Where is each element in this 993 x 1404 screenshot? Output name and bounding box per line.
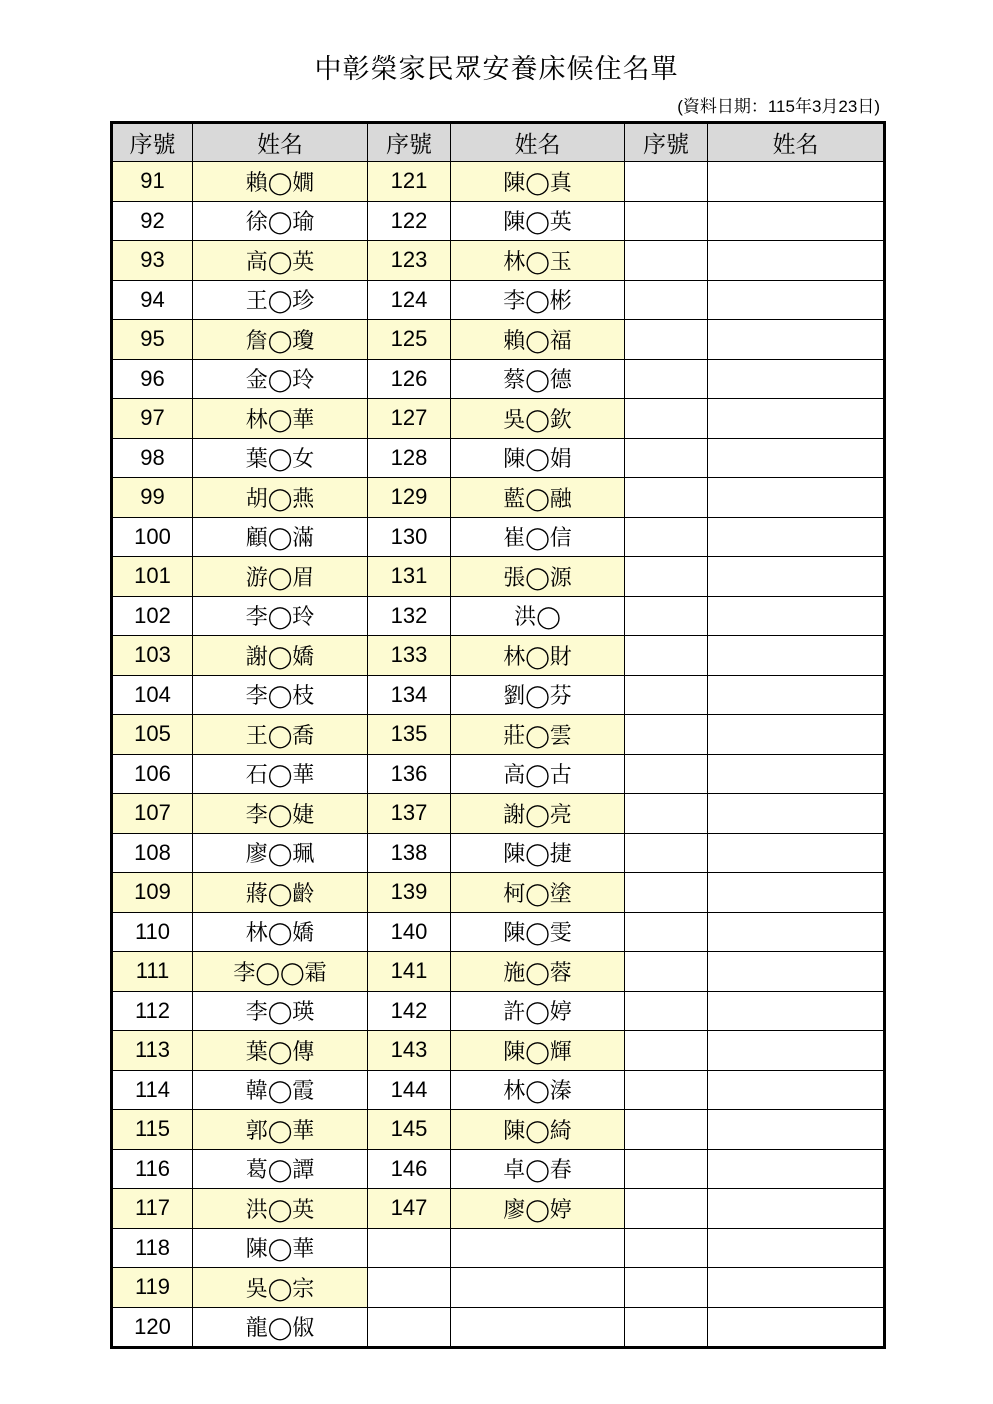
table-row — [112, 952, 885, 992]
row-name-col2: 柯◯塗 — [451, 873, 625, 913]
table-row — [112, 280, 885, 320]
row-number-col2: 146 — [368, 1149, 451, 1189]
row-number-col2: 136 — [368, 754, 451, 794]
row-number-col1: 116 — [112, 1149, 193, 1189]
table-row — [112, 1110, 885, 1150]
row-number-col3 — [625, 1268, 708, 1308]
row-number-col3 — [625, 1307, 708, 1348]
header-no-2: 序號 — [368, 123, 451, 162]
row-name-col3 — [708, 1070, 885, 1110]
row-number-col2: 125 — [368, 320, 451, 360]
row-number-col3 — [625, 833, 708, 873]
waitlist-table — [110, 121, 886, 1349]
row-name-col2: 林◯玉 — [451, 241, 625, 281]
row-name-col3 — [708, 1110, 885, 1150]
row-number-col2: 133 — [368, 636, 451, 676]
table-row — [112, 912, 885, 952]
row-number-col3 — [625, 794, 708, 834]
row-number-col1: 118 — [112, 1228, 193, 1268]
row-name-col1: 龍◯俶 — [193, 1307, 368, 1348]
row-number-col2: 141 — [368, 952, 451, 992]
row-number-col3 — [625, 478, 708, 518]
row-name-col1: 顧◯滿 — [193, 517, 368, 557]
row-name-col3 — [708, 517, 885, 557]
row-name-col2: 賴◯福 — [451, 320, 625, 360]
row-number-col1: 110 — [112, 912, 193, 952]
row-name-col3 — [708, 241, 885, 281]
row-number-col3 — [625, 320, 708, 360]
row-name-col2: 洪◯ — [451, 596, 625, 636]
row-name-col1: 李◯婕 — [193, 794, 368, 834]
row-number-col2: 131 — [368, 557, 451, 597]
row-name-col3 — [708, 557, 885, 597]
row-name-col1: 賴◯嫺 — [193, 162, 368, 202]
row-name-col1: 高◯英 — [193, 241, 368, 281]
row-number-col3 — [625, 1228, 708, 1268]
row-name-col1: 廖◯珮 — [193, 833, 368, 873]
document-title: 中彰榮家民眾安養床候住名單 — [314, 54, 679, 85]
table-row — [112, 1149, 885, 1189]
row-number-col1: 111 — [112, 952, 193, 992]
table-row — [112, 991, 885, 1031]
row-name-col1: 林◯嬌 — [193, 912, 368, 952]
row-number-col3 — [625, 1149, 708, 1189]
row-name-col3 — [708, 162, 885, 202]
row-name-col3 — [708, 478, 885, 518]
row-name-col3 — [708, 715, 885, 755]
row-name-col1: 葉◯傳 — [193, 1031, 368, 1071]
row-name-col3 — [708, 1307, 885, 1348]
row-number-col2: 129 — [368, 478, 451, 518]
row-name-col2 — [451, 1228, 625, 1268]
row-name-col3 — [708, 1268, 885, 1308]
row-name-col1: 胡◯燕 — [193, 478, 368, 518]
row-number-col1: 106 — [112, 754, 193, 794]
table-row — [112, 1307, 885, 1348]
row-name-col3 — [708, 833, 885, 873]
row-number-col2 — [368, 1268, 451, 1308]
row-name-col3 — [708, 794, 885, 834]
row-number-col1: 97 — [112, 399, 193, 439]
row-name-col2: 崔◯信 — [451, 517, 625, 557]
row-number-col2: 144 — [368, 1070, 451, 1110]
row-number-col3 — [625, 675, 708, 715]
row-number-col2: 124 — [368, 280, 451, 320]
row-name-col2: 許◯婷 — [451, 991, 625, 1031]
row-number-col3 — [625, 201, 708, 241]
row-number-col1: 108 — [112, 833, 193, 873]
row-number-col2 — [368, 1307, 451, 1348]
row-name-col3 — [708, 912, 885, 952]
row-number-col1: 120 — [112, 1307, 193, 1348]
row-name-col1: 李◯枝 — [193, 675, 368, 715]
table-row — [112, 399, 885, 439]
row-number-col1: 99 — [112, 478, 193, 518]
row-number-col3 — [625, 162, 708, 202]
row-name-col1: 郭◯華 — [193, 1110, 368, 1150]
row-name-col2: 陳◯綺 — [451, 1110, 625, 1150]
table-row — [112, 557, 885, 597]
header-name-1: 姓名 — [193, 123, 368, 162]
row-name-col2: 藍◯融 — [451, 478, 625, 518]
row-number-col3 — [625, 1189, 708, 1229]
row-number-col3 — [625, 596, 708, 636]
row-name-col1: 韓◯霞 — [193, 1070, 368, 1110]
row-number-col3 — [625, 241, 708, 281]
row-name-col1: 李◯瑛 — [193, 991, 368, 1031]
row-name-col2: 莊◯雲 — [451, 715, 625, 755]
table-row — [112, 201, 885, 241]
row-number-col2: 122 — [368, 201, 451, 241]
row-name-col2: 李◯彬 — [451, 280, 625, 320]
row-name-col3 — [708, 991, 885, 1031]
header-no-3: 序號 — [625, 123, 708, 162]
table-row — [112, 1268, 885, 1308]
row-name-col2: 卓◯春 — [451, 1149, 625, 1189]
row-number-col1: 119 — [112, 1268, 193, 1308]
row-number-col2: 134 — [368, 675, 451, 715]
row-name-col2 — [451, 1268, 625, 1308]
row-name-col2: 廖◯婷 — [451, 1189, 625, 1229]
table-row — [112, 833, 885, 873]
row-name-col3 — [708, 399, 885, 439]
row-number-col2: 138 — [368, 833, 451, 873]
row-number-col1: 93 — [112, 241, 193, 281]
row-number-col1: 94 — [112, 280, 193, 320]
row-number-col1: 98 — [112, 438, 193, 478]
table-row — [112, 596, 885, 636]
table-row — [112, 359, 885, 399]
table-row — [112, 1031, 885, 1071]
row-name-col2: 劉◯芬 — [451, 675, 625, 715]
row-name-col1: 陳◯華 — [193, 1228, 368, 1268]
row-number-col3 — [625, 1070, 708, 1110]
row-name-col2: 陳◯真 — [451, 162, 625, 202]
row-name-col1: 洪◯英 — [193, 1189, 368, 1229]
table-row — [112, 794, 885, 834]
row-name-col3 — [708, 280, 885, 320]
row-number-col2 — [368, 1228, 451, 1268]
row-name-col2: 蔡◯德 — [451, 359, 625, 399]
row-name-col1: 謝◯嬌 — [193, 636, 368, 676]
row-number-col1: 104 — [112, 675, 193, 715]
row-name-col3 — [708, 359, 885, 399]
table-row — [112, 162, 885, 202]
table-header-row — [112, 123, 885, 162]
row-name-col2: 陳◯輝 — [451, 1031, 625, 1071]
row-number-col2: 135 — [368, 715, 451, 755]
row-name-col3 — [708, 596, 885, 636]
row-name-col3 — [708, 1228, 885, 1268]
row-number-col2: 127 — [368, 399, 451, 439]
table-row — [112, 1189, 885, 1229]
row-number-col2: 140 — [368, 912, 451, 952]
row-number-col1: 109 — [112, 873, 193, 913]
table-row — [112, 1070, 885, 1110]
row-number-col2: 126 — [368, 359, 451, 399]
row-name-col2: 高◯古 — [451, 754, 625, 794]
header-name-3: 姓名 — [708, 123, 885, 162]
row-name-col3 — [708, 1149, 885, 1189]
row-name-col1: 葉◯女 — [193, 438, 368, 478]
row-name-col1: 金◯玲 — [193, 359, 368, 399]
row-name-col3 — [708, 873, 885, 913]
table-row — [112, 478, 885, 518]
table-body — [112, 162, 885, 1348]
row-name-col1: 王◯珍 — [193, 280, 368, 320]
row-number-col1: 105 — [112, 715, 193, 755]
row-number-col2: 137 — [368, 794, 451, 834]
row-number-col1: 114 — [112, 1070, 193, 1110]
table-row — [112, 675, 885, 715]
row-name-col1: 蔣◯齡 — [193, 873, 368, 913]
header-no-1: 序號 — [112, 123, 193, 162]
table-row — [112, 754, 885, 794]
row-name-col1: 李◯◯霜 — [193, 952, 368, 992]
row-name-col1: 游◯眉 — [193, 557, 368, 597]
row-number-col2: 132 — [368, 596, 451, 636]
row-number-col2: 130 — [368, 517, 451, 557]
row-number-col1: 103 — [112, 636, 193, 676]
row-name-col2: 陳◯娟 — [451, 438, 625, 478]
row-number-col3 — [625, 557, 708, 597]
row-number-col2: 145 — [368, 1110, 451, 1150]
row-number-col1: 96 — [112, 359, 193, 399]
row-number-col1: 95 — [112, 320, 193, 360]
row-name-col1: 葛◯譚 — [193, 1149, 368, 1189]
table-row — [112, 241, 885, 281]
row-number-col2: 128 — [368, 438, 451, 478]
row-number-col3 — [625, 754, 708, 794]
row-name-col3 — [708, 320, 885, 360]
row-name-col1: 詹◯瓊 — [193, 320, 368, 360]
row-name-col2: 施◯蓉 — [451, 952, 625, 992]
table-row — [112, 1228, 885, 1268]
row-number-col3 — [625, 280, 708, 320]
row-number-col1: 92 — [112, 201, 193, 241]
row-number-col2: 123 — [368, 241, 451, 281]
row-name-col3 — [708, 754, 885, 794]
row-number-col2: 121 — [368, 162, 451, 202]
row-number-col3 — [625, 952, 708, 992]
row-name-col1: 吳◯宗 — [193, 1268, 368, 1308]
row-name-col1: 徐◯瑜 — [193, 201, 368, 241]
row-number-col1: 112 — [112, 991, 193, 1031]
row-name-col3 — [708, 1031, 885, 1071]
row-name-col2: 林◯溱 — [451, 1070, 625, 1110]
row-name-col2 — [451, 1307, 625, 1348]
row-number-col3 — [625, 873, 708, 913]
row-number-col3 — [625, 399, 708, 439]
row-name-col2: 陳◯雯 — [451, 912, 625, 952]
table-row — [112, 715, 885, 755]
row-name-col2: 陳◯捷 — [451, 833, 625, 873]
row-number-col1: 115 — [112, 1110, 193, 1150]
row-number-col2: 139 — [368, 873, 451, 913]
row-name-col2: 吳◯欽 — [451, 399, 625, 439]
row-name-col3 — [708, 438, 885, 478]
row-number-col1: 91 — [112, 162, 193, 202]
row-number-col1: 117 — [112, 1189, 193, 1229]
row-name-col2: 林◯財 — [451, 636, 625, 676]
row-name-col3 — [708, 675, 885, 715]
row-number-col1: 101 — [112, 557, 193, 597]
row-number-col1: 100 — [112, 517, 193, 557]
row-name-col1: 王◯喬 — [193, 715, 368, 755]
row-name-col1: 李◯玲 — [193, 596, 368, 636]
row-name-col2: 陳◯英 — [451, 201, 625, 241]
row-number-col3 — [625, 1110, 708, 1150]
row-number-col3 — [625, 636, 708, 676]
row-name-col3 — [708, 636, 885, 676]
row-number-col3 — [625, 715, 708, 755]
table-row — [112, 517, 885, 557]
data-date-note: (資料日期：115年3月23日) — [677, 97, 880, 116]
row-name-col1: 石◯華 — [193, 754, 368, 794]
row-name-col3 — [708, 1189, 885, 1229]
row-number-col2: 143 — [368, 1031, 451, 1071]
row-name-col1: 林◯華 — [193, 399, 368, 439]
row-number-col3 — [625, 991, 708, 1031]
row-number-col1: 107 — [112, 794, 193, 834]
table-row — [112, 438, 885, 478]
row-number-col3 — [625, 359, 708, 399]
row-number-col3 — [625, 438, 708, 478]
header-name-2: 姓名 — [451, 123, 625, 162]
row-number-col3 — [625, 912, 708, 952]
row-name-col3 — [708, 201, 885, 241]
table-row — [112, 320, 885, 360]
row-name-col3 — [708, 952, 885, 992]
row-name-col2: 張◯源 — [451, 557, 625, 597]
table-row — [112, 873, 885, 913]
row-name-col2: 謝◯亮 — [451, 794, 625, 834]
row-number-col1: 113 — [112, 1031, 193, 1071]
table-row — [112, 636, 885, 676]
row-number-col2: 142 — [368, 991, 451, 1031]
row-number-col2: 147 — [368, 1189, 451, 1229]
row-number-col3 — [625, 1031, 708, 1071]
row-number-col3 — [625, 517, 708, 557]
row-number-col1: 102 — [112, 596, 193, 636]
